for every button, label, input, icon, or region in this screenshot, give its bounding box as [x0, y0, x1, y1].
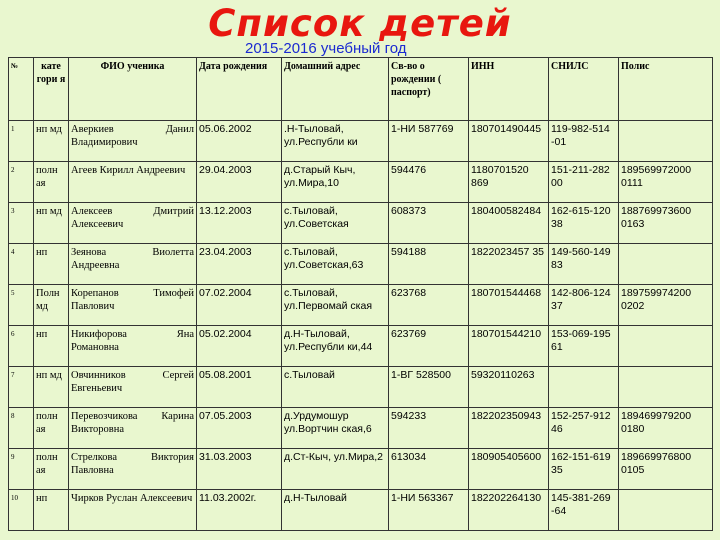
row-inn: 180701544468 — [469, 285, 549, 326]
row-category: нп — [34, 244, 69, 285]
row-polis: 189569972000 0111 — [619, 162, 713, 203]
row-snils: 142-806-124 37 — [549, 285, 619, 326]
row-number: 7 — [9, 367, 34, 408]
row-student-name: Никифорова Яна Романовна — [69, 326, 197, 367]
row-birth-date: 29.04.2003 — [197, 162, 282, 203]
row-birth-date: 11.03.2002г. — [197, 490, 282, 531]
row-address: с.Тыловай, ул.Советская — [282, 203, 389, 244]
row-student-name: Алексеев Дмитрий Алексеевич — [69, 203, 197, 244]
row-number: 3 — [9, 203, 34, 244]
row-inn: 1822023457 35 — [469, 244, 549, 285]
row-inn: 182202350943 — [469, 408, 549, 449]
row-birth-certificate: 613034 — [389, 449, 469, 490]
row-polis — [619, 244, 713, 285]
header-snils: СНИЛС — [549, 58, 619, 121]
row-address: д.Н-Тыловай — [282, 490, 389, 531]
row-polis: 189669976800 0105 — [619, 449, 713, 490]
row-birth-certificate: 1-НИ 563367 — [389, 490, 469, 531]
row-number: 1 — [9, 121, 34, 162]
row-inn: 180400582484 — [469, 203, 549, 244]
table-row — [9, 408, 713, 449]
row-category: полн ая — [34, 449, 69, 490]
row-number: 2 — [9, 162, 34, 203]
row-polis — [619, 367, 713, 408]
row-birth-certificate: 1-ВГ 528500 — [389, 367, 469, 408]
row-birth-certificate: 594233 — [389, 408, 469, 449]
row-category: нп мд — [34, 367, 69, 408]
row-number: 6 — [9, 326, 34, 367]
row-birth-certificate: 1-НИ 587769 — [389, 121, 469, 162]
row-inn: 180701490445 — [469, 121, 549, 162]
row-inn: 180905405600 — [469, 449, 549, 490]
row-birth-date: 05.02.2004 — [197, 326, 282, 367]
row-address: д.Ст-Кыч, ул.Мира,2 — [282, 449, 389, 490]
header-num: № — [9, 58, 34, 121]
header-polis: Полис — [619, 58, 713, 121]
row-snils — [549, 367, 619, 408]
row-snils: 151-211-282 00 — [549, 162, 619, 203]
table-row — [9, 285, 713, 326]
row-category: нп мд — [34, 203, 69, 244]
row-student-name: Перевозчикова Карина Викторовна — [69, 408, 197, 449]
row-address: .Н-Тыловай, ул.Республи ки — [282, 121, 389, 162]
header-birth-certificate: Св-во о рождении ( паспорт) — [389, 58, 469, 121]
row-category: нп — [34, 490, 69, 531]
page-title: Список детей — [208, 2, 512, 45]
row-number: 9 — [9, 449, 34, 490]
row-polis: 189759974200 0202 — [619, 285, 713, 326]
row-student-name: Зеянова Виолетта Андреевна — [69, 244, 197, 285]
row-address: д.Старый Кыч, ул.Мира,10 — [282, 162, 389, 203]
row-polis — [619, 326, 713, 367]
header-fio: ФИО ученика — [69, 58, 197, 121]
row-birth-date: 07.02.2004 — [197, 285, 282, 326]
row-category: нп мд — [34, 121, 69, 162]
row-birth-certificate: 608373 — [389, 203, 469, 244]
table-row — [9, 449, 713, 490]
row-birth-certificate: 594476 — [389, 162, 469, 203]
table-header-row — [9, 58, 713, 121]
row-polis — [619, 121, 713, 162]
row-snils: 149-560-149 83 — [549, 244, 619, 285]
header-dob: Дата рождения — [197, 58, 282, 121]
row-category: Полн мд — [34, 285, 69, 326]
row-number: 4 — [9, 244, 34, 285]
row-birth-date: 07.05.2003 — [197, 408, 282, 449]
row-inn: 182202264130 — [469, 490, 549, 531]
table-row — [9, 203, 713, 244]
row-inn: 59320110263 — [469, 367, 549, 408]
row-polis — [619, 490, 713, 531]
row-inn: 1180701520 869 — [469, 162, 549, 203]
row-snils: 153-069-195 61 — [549, 326, 619, 367]
row-birth-certificate: 623768 — [389, 285, 469, 326]
row-polis: 188769973600 0163 — [619, 203, 713, 244]
row-number: 8 — [9, 408, 34, 449]
row-address: с.Тыловай — [282, 367, 389, 408]
row-birth-date: 23.04.2003 — [197, 244, 282, 285]
row-birth-date: 05.06.2002 — [197, 121, 282, 162]
row-number: 10 — [9, 490, 34, 531]
header-inn: ИНН — [469, 58, 549, 121]
row-birth-certificate: 594188 — [389, 244, 469, 285]
table-row — [9, 367, 713, 408]
row-snils: 152-257-912 46 — [549, 408, 619, 449]
row-snils: 145-381-269 -64 — [549, 490, 619, 531]
row-birth-date: 13.12.2003 — [197, 203, 282, 244]
table-row — [9, 162, 713, 203]
header-category: кате гори я — [34, 58, 69, 121]
table-row — [9, 244, 713, 285]
table-row — [9, 121, 713, 162]
row-number: 5 — [9, 285, 34, 326]
table-row — [9, 326, 713, 367]
row-inn: 180701544210 — [469, 326, 549, 367]
table-row — [9, 490, 713, 531]
children-table — [8, 57, 713, 531]
row-snils: 162-151-619 35 — [549, 449, 619, 490]
row-birth-date: 31.03.2003 — [197, 449, 282, 490]
row-address: д.Урдумошур ул.Вортчин ская,6 — [282, 408, 389, 449]
row-student-name: Агеев Кирилл Андреевич — [69, 162, 197, 203]
row-snils: 162-615-120 38 — [549, 203, 619, 244]
row-address: д.Н-Тыловай, ул.Республи ки,44 — [282, 326, 389, 367]
row-address: с.Тыловай, ул.Первомай ская — [282, 285, 389, 326]
row-address: с.Тыловай, ул.Советская,63 — [282, 244, 389, 285]
page-subtitle: 2015-2016 учебный год — [245, 40, 407, 57]
header-address: Домашний адрес — [282, 58, 389, 121]
row-student-name: Стрелкова Виктория Павловна — [69, 449, 197, 490]
row-student-name: Чирков Руслан Алексеевич — [69, 490, 197, 531]
row-snils: 119-982-514 -01 — [549, 121, 619, 162]
row-student-name: Овчинников Сергей Евгеньевич — [69, 367, 197, 408]
row-category: нп — [34, 326, 69, 367]
row-birth-certificate: 623769 — [389, 326, 469, 367]
row-polis: 189469979200 0180 — [619, 408, 713, 449]
row-birth-date: 05.08.2001 — [197, 367, 282, 408]
row-category: полн ая — [34, 408, 69, 449]
row-category: полн ая — [34, 162, 69, 203]
row-student-name: Корепанов Тимофей Павлович — [69, 285, 197, 326]
row-student-name: Аверкиев Данил Владимирович — [69, 121, 197, 162]
